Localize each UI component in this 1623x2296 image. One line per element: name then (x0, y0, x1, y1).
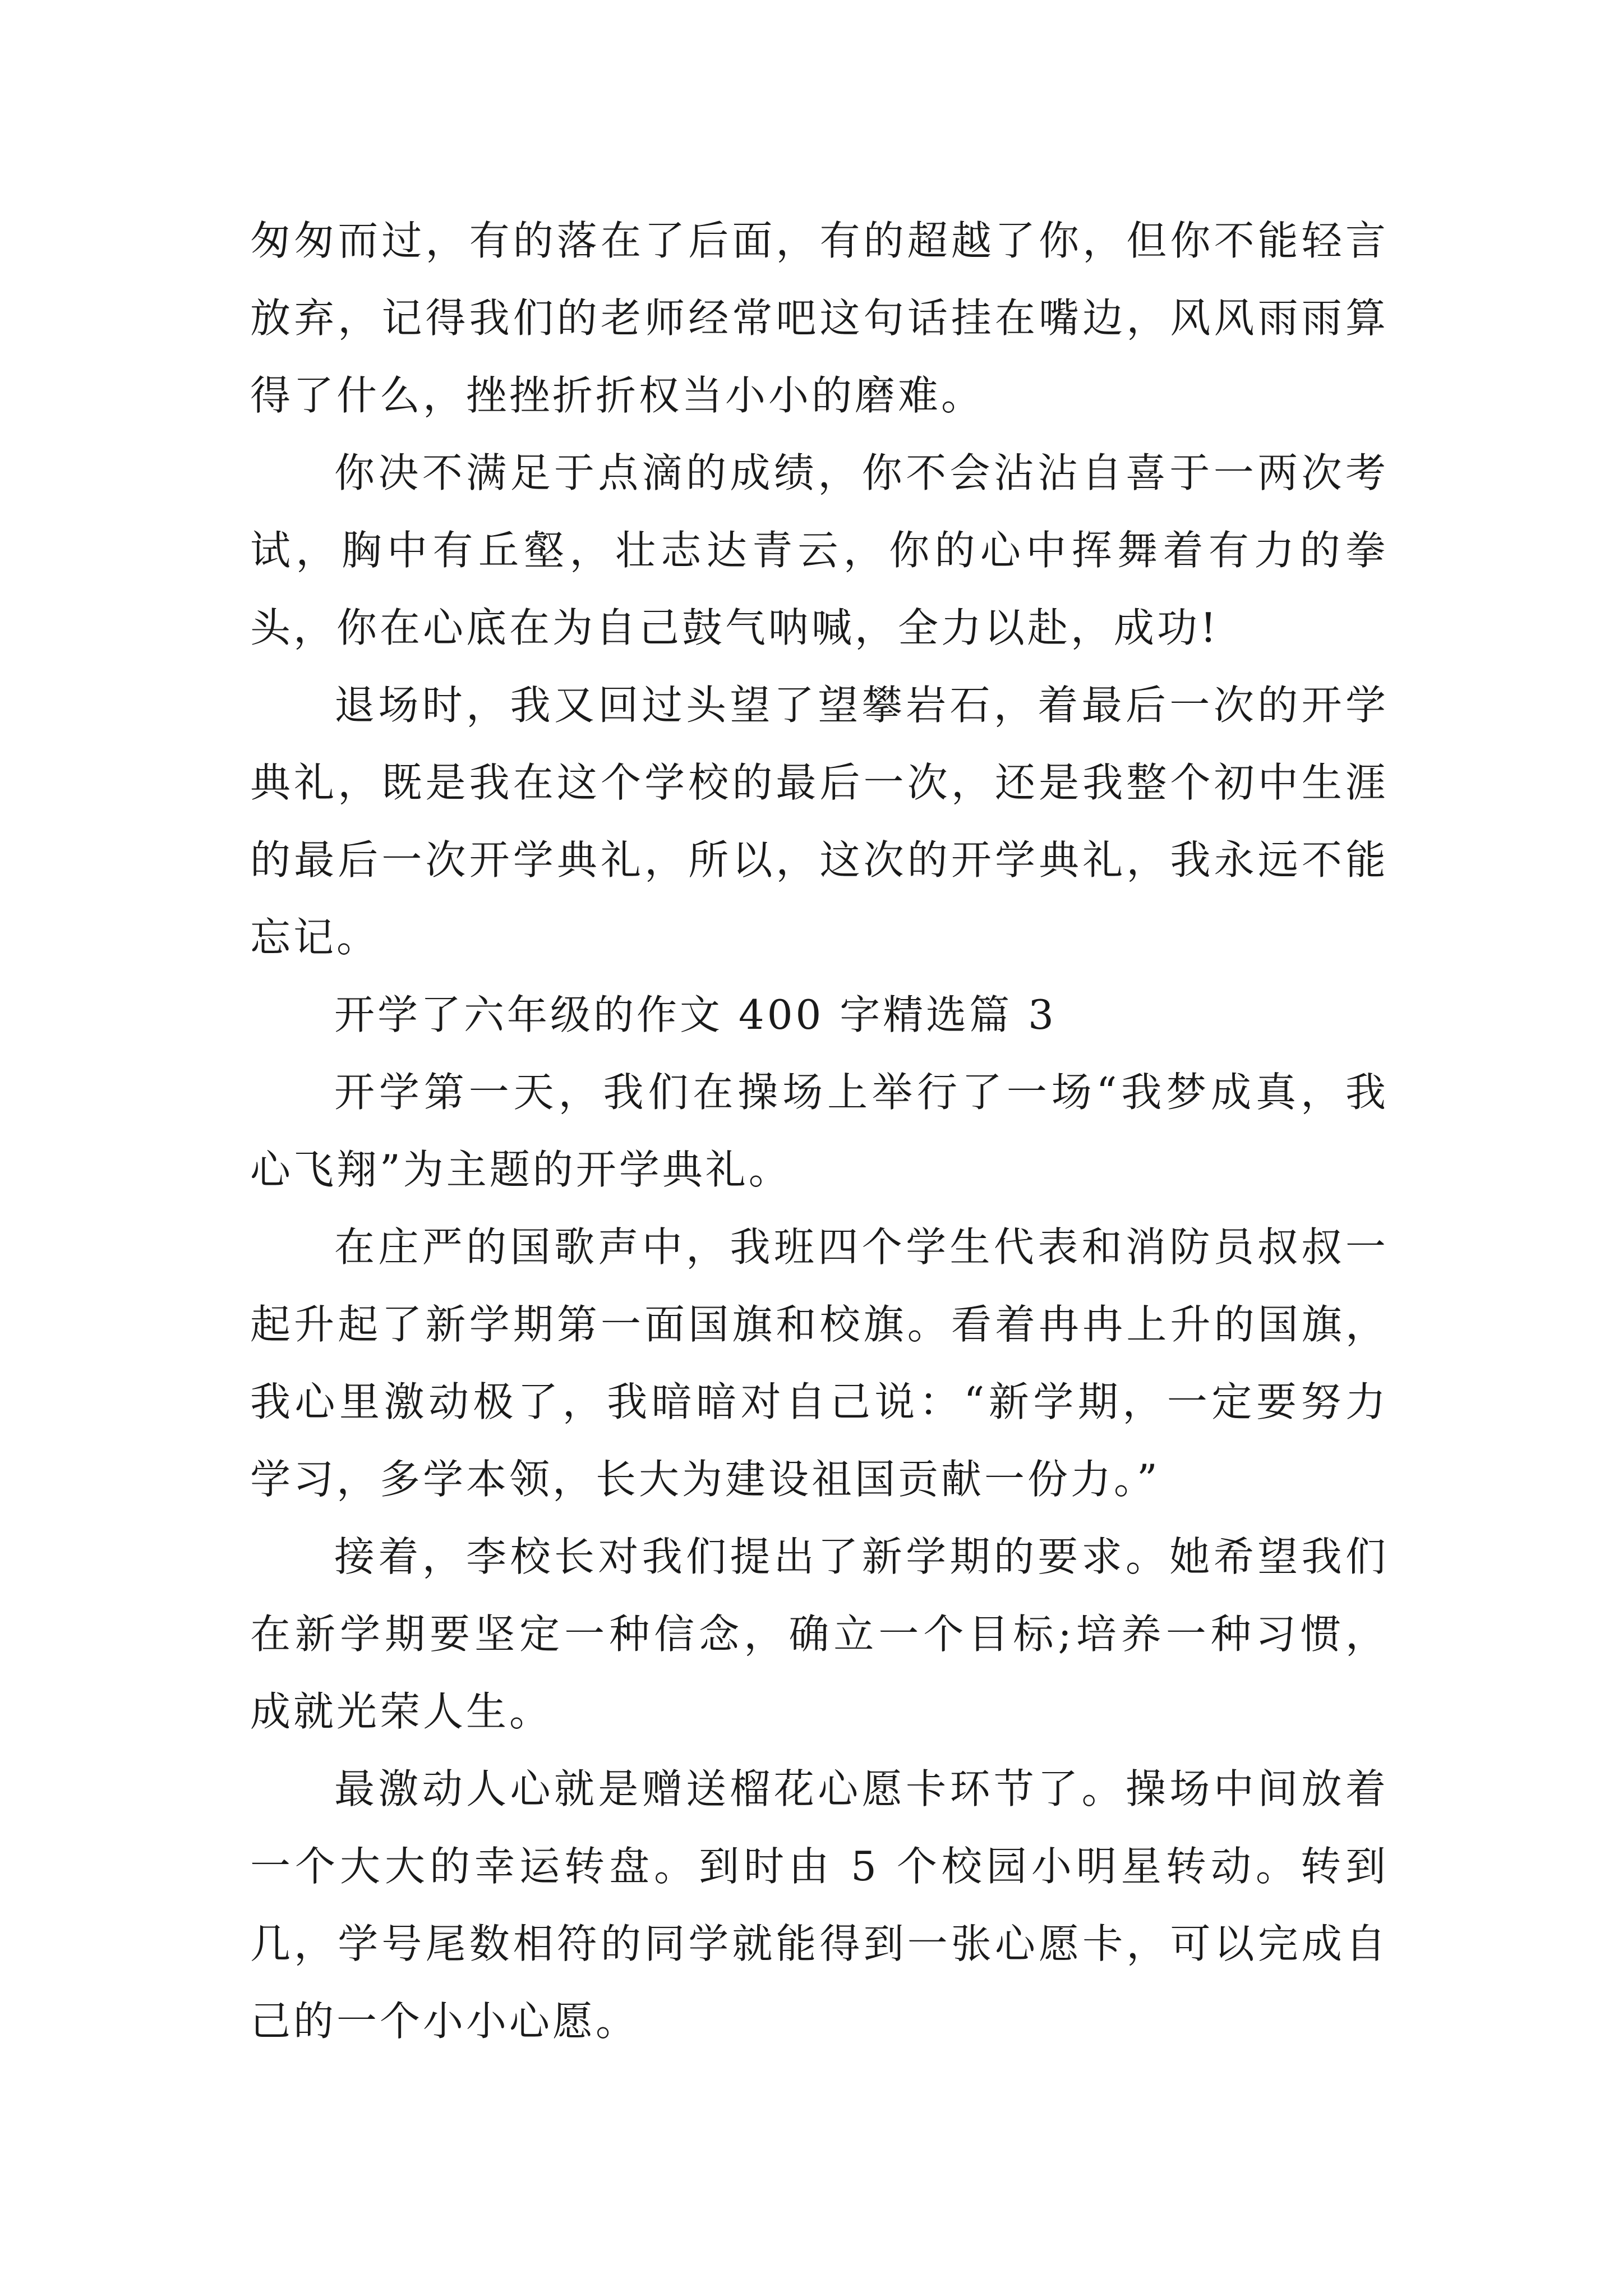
paragraph-8: 最激动人心就是赠送榴花心愿卡环节了。操场中间放着一个大大的幸运转盘。到时由 5 个校园小明星转动。转到几，学号尾数相符的同学就能得到一张心愿卡，可以完成自己的一个小小心愿。 (250, 1765, 1389, 2045)
paragraph-5: 开学第一天，我们在操场上举行了一场“我梦成真，我心飞翔”为主题的开学典礼。 (250, 1069, 1389, 1193)
paragraph-7: 接着，李校长对我们提出了新学期的要求。她希望我们在新学期要坚定一种信念，确立一个目标;培养一种习惯，成就光荣人生。 (250, 1533, 1389, 1735)
paragraph-3: 退场时，我又回过头望了望攀岩石，着最后一次的开学典礼，既是我在这个学校的最后一次，还是我整个初中生涯的最后一次开学典礼，所以，这次的开学典礼，我永远不能忘记。 (250, 682, 1389, 961)
document-body (250, 202, 1389, 2060)
paragraph-1: 匆匆而过，有的落在了后面，有的超越了你，但你不能轻言放弃，记得我们的老师经常吧这句话挂在嘴边，风风雨雨算得了什么，挫挫折折权当小小的磨难。 (250, 217, 1389, 419)
section-heading: 开学了六年级的作文 400 字精选篇 3 (334, 991, 1057, 1038)
paragraph-6: 在庄严的国歌声中，我班四个学生代表和消防员叔叔一起升起了新学期第一面国旗和校旗。看着冉冉上升的国旗，我心里激动极了，我暗暗对自己说：“新学期，一定要努力学习，多学本领，长大为建设祖国贡献一份力。” (250, 1223, 1389, 1503)
paragraph-2: 你决不满足于点滴的成绩，你不会沾沾自喜于一两次考试，胸中有丘壑，壮志达青云，你的心中挥舞着有力的拳头，你在心底在为自己鼓气呐喊，全力以赴，成功! (250, 449, 1389, 651)
